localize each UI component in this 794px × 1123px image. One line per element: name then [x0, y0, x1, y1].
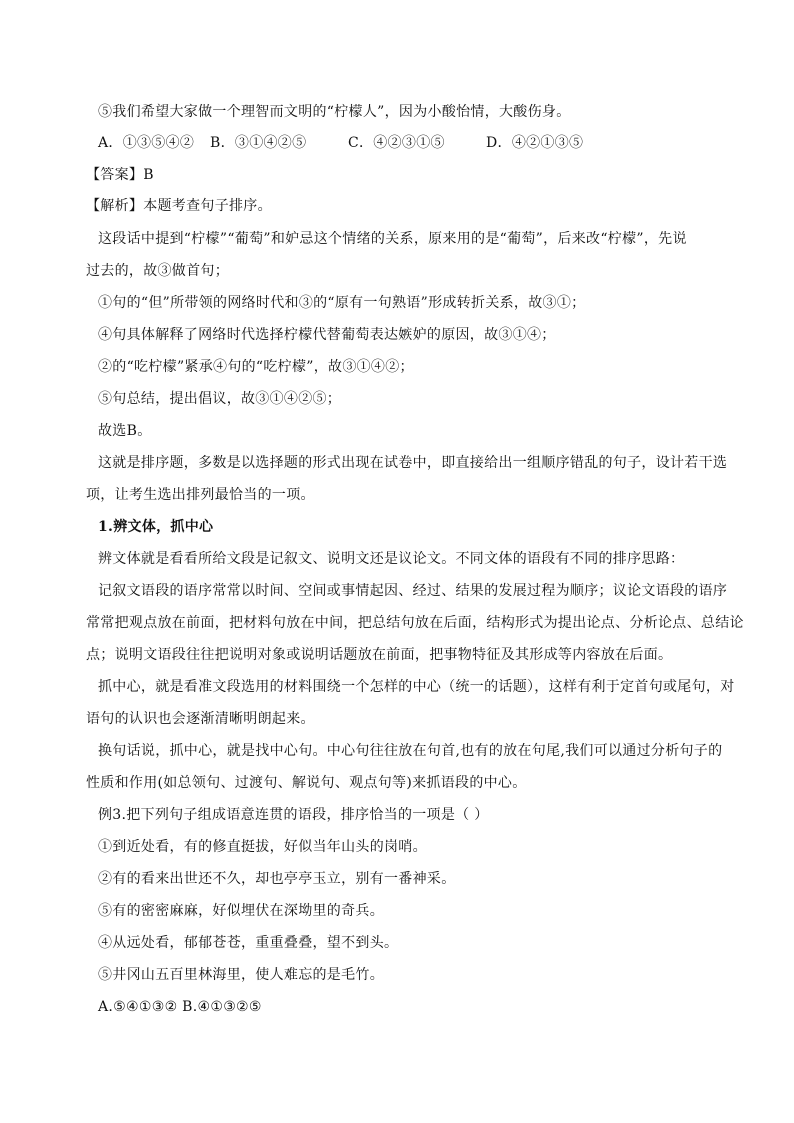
paragraph-line: 常常把观点放在前面，把材料句放在中间，把总结句放在后面，结构形式为提出论点、分析论点、总结论 [86, 615, 744, 631]
paragraph-line: 记叙文语段的语序常常以时间、空间或事情起因、经过、结果的发展过程为顺序；议论文语段的语序 [98, 583, 728, 599]
option-d: D．④②①③⑤ [486, 135, 584, 151]
paragraph-line: 这就是排序题，多数是以选择题的形式出现在试卷中，即直接给出一组顺序错乱的句子，设计若干选 [98, 455, 728, 471]
answer-label: 【答案】 [86, 167, 144, 183]
example-question: 例3.把下列句子组成语意连贯的语段，排序恰当的一项是（ ） [98, 807, 489, 823]
paragraph-line: 点；说明文语段往往把说明对象或说明话题放在前面，把事物特征及其形成等内容放在后面。 [86, 647, 673, 663]
example-sentence: ⑤井冈山五百里林海里，使人难忘的是毛竹。 [98, 967, 384, 983]
section-heading: 1.辨文体，抓中心 [98, 519, 214, 535]
paragraph-line: 故选B。 [98, 423, 152, 439]
paragraph-line: 项，让考生选出排列最恰当的一项。 [86, 487, 315, 503]
paragraph-line: 抓中心，就是看准文段选用的材料围绕一个怎样的中心（统一的话题），这样有利于定首句或尾句，对 [98, 679, 735, 695]
analysis-line [86, 196, 272, 216]
paragraph-line: 过去的，故③做首句； [86, 263, 229, 279]
answer-line [86, 165, 154, 185]
question-sentence-5: ⑤我们希望大家做一个理智而文明的“柠檬人”，因为小酸怡情，大酸伤身。 [98, 104, 571, 120]
option-b: B．③①④②⑤ [210, 135, 307, 151]
answer-value: B [143, 167, 154, 183]
analysis-text: 本题考查句子排序。 [143, 198, 272, 214]
paragraph-line: ⑤句总结，提出倡议，故③①④②⑤； [98, 391, 342, 407]
paragraph-line: 这段话中提到“柠檬”“葡萄”和妒忌这个情绪的关系，原来用的是“葡萄”，后来改“柠檬”，先说 [98, 231, 687, 247]
answer-options [98, 133, 583, 153]
example-sentence: ⑤有的密密麻麻，好似埋伏在深坳里的奇兵。 [98, 903, 384, 919]
paragraph-line: 辨文体就是看看所给文段是记叙文、说明文还是议论文。不同文体的语段有不同的排序思路： [98, 551, 685, 567]
example-sentence: ④从远处看，郁郁苍苍，重重叠叠，望不到头。 [98, 935, 399, 951]
example-sentence: ①到近处看，有的修直挺拔，好似当年山头的岗哨。 [98, 839, 427, 855]
paragraph-line: ④句具体解释了网络时代选择柠檬代替葡萄表达嫉妒的原因，故③①④； [98, 327, 556, 343]
analysis-label: 【解析】 [86, 198, 144, 214]
paragraph-line: 换句话说，抓中心，就是找中心句。中心句往往放在句首,也有的放在句尾,我们可以通过分析句子的 [98, 743, 723, 759]
paragraph-line: 性质和作用(如总领句、过渡句、解说句、观点句等)来抓语段的中心。 [86, 775, 527, 791]
option-c: C．④②③①⑤ [348, 135, 445, 151]
paragraph-line: 语句的认识也会逐渐清晰明朗起来。 [86, 711, 315, 727]
example-sentence: ②有的看来出世还不久，却也亭亭玉立，别有一番神采。 [98, 871, 456, 887]
paragraph-line: ②的“吃柠檬”紧承④句的“吃柠檬”，故③①④②； [98, 359, 414, 375]
option-a: A．①③⑤④② [98, 135, 195, 151]
example-options: A.⑤④①③② B.④①③②⑤ [98, 999, 262, 1015]
paragraph-line: ①句的“但”所带领的网络时代和③的“原有一句熟语”形成转折关系，故③①； [98, 295, 586, 311]
